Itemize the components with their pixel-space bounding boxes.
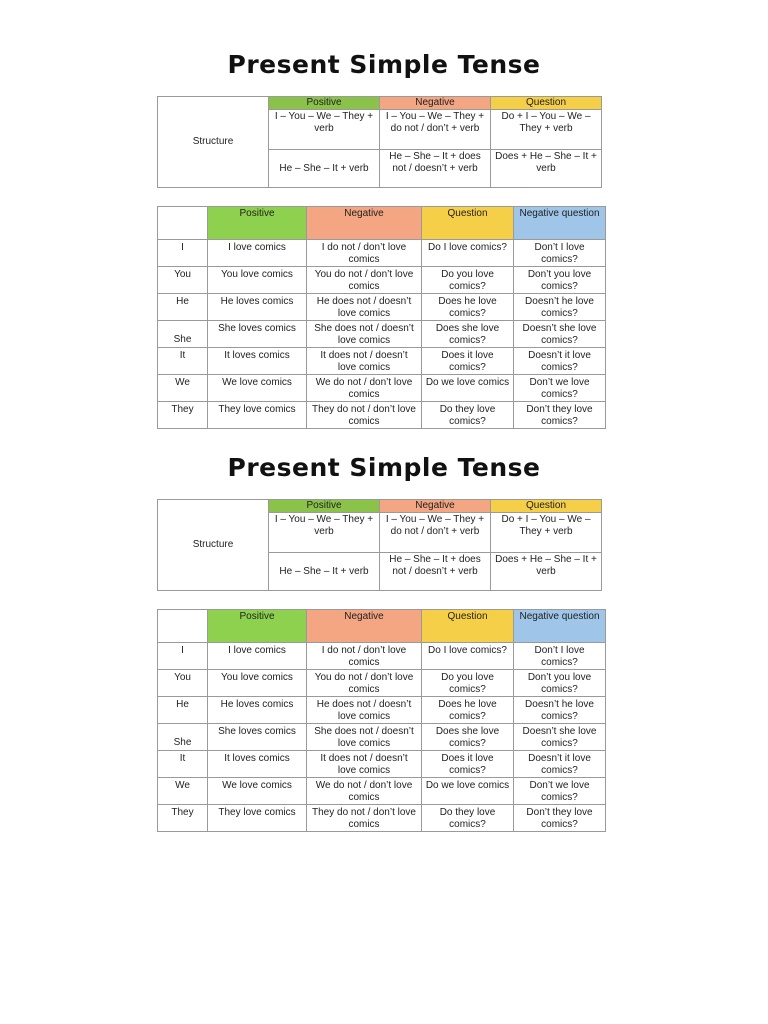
table-row: [158, 643, 606, 670]
table-cell: It loves comics: [208, 348, 307, 375]
table-cell: Does he love comics?: [422, 697, 514, 724]
table-cell: She does not / doesn’t love comics: [307, 321, 422, 348]
table-cell: We do not / don’t love comics: [307, 778, 422, 805]
structure-table: [157, 499, 602, 591]
table-cell: I love comics: [208, 240, 307, 267]
table-cell: Don’t I love comics?: [514, 240, 606, 267]
structure-header-negative: Negative: [380, 500, 491, 513]
table-row: [158, 348, 606, 375]
header-question: Question: [422, 610, 514, 643]
table-cell: Don’t they love comics?: [514, 805, 606, 832]
table-cell: Do you love comics?: [422, 267, 514, 294]
structure-cell: I – You – We – They + do not / don’t + verb: [380, 110, 491, 150]
table-cell: You do not / don’t love comics: [307, 670, 422, 697]
table-row: [158, 321, 606, 348]
table-row: [158, 697, 606, 724]
structure-header-negative: Negative: [380, 97, 491, 110]
table-cell: Do I love comics?: [422, 240, 514, 267]
table-cell: Does she love comics?: [422, 724, 514, 751]
worksheet-block-1: [0, 0, 768, 427]
pronoun-cell: I: [158, 643, 208, 670]
table-cell: I do not / don’t love comics: [307, 643, 422, 670]
pronoun-cell: He: [158, 697, 208, 724]
table-cell: Do we love comics: [422, 375, 514, 402]
table-cell: Does he love comics?: [422, 294, 514, 321]
structure-cell: Do + I – You – We – They + verb: [491, 513, 602, 553]
structure-cell: Does + He – She – It + verb: [491, 553, 602, 591]
pronoun-cell: I: [158, 240, 208, 267]
conjugation-table: [157, 609, 606, 832]
table-cell: Does it love comics?: [422, 751, 514, 778]
table-cell: Don’t we love comics?: [514, 778, 606, 805]
table-cell: We love comics: [208, 778, 307, 805]
pronoun-cell: They: [158, 805, 208, 832]
page-title: Present Simple Tense: [227, 50, 541, 79]
table-cell: He loves comics: [208, 294, 307, 321]
pronoun-cell: They: [158, 402, 208, 429]
table-cell: They love comics: [208, 805, 307, 832]
table-cell: She does not / doesn’t love comics: [307, 724, 422, 751]
table-cell: You love comics: [208, 670, 307, 697]
table-row: [158, 294, 606, 321]
table-cell: I do not / don’t love comics: [307, 240, 422, 267]
pronoun-cell: It: [158, 348, 208, 375]
header-question: Question: [422, 207, 514, 240]
structure-cell: He – She – It + verb: [269, 553, 380, 591]
table-cell: Doesn’t he love comics?: [514, 697, 606, 724]
structure-cell: He – She – It + does not / doesn’t + verb: [380, 553, 491, 591]
table-cell: He loves comics: [208, 697, 307, 724]
table-cell: She loves comics: [208, 724, 307, 751]
table-cell: Don’t you love comics?: [514, 267, 606, 294]
table-cell: Doesn’t it love comics?: [514, 751, 606, 778]
corner-cell: [158, 610, 208, 643]
structure-cell: He – She – It + verb: [269, 150, 380, 188]
structure-cell: He – She – It + does not / doesn’t + verb: [380, 150, 491, 188]
pronoun-cell: She: [158, 321, 208, 348]
structure-table: [157, 96, 602, 188]
pronoun-cell: It: [158, 751, 208, 778]
table-cell: They love comics: [208, 402, 307, 429]
conjugation-table: [157, 206, 606, 429]
table-cell: Do you love comics?: [422, 670, 514, 697]
table-cell: Do I love comics?: [422, 643, 514, 670]
page-title: Present Simple Tense: [227, 453, 541, 482]
table-cell: It does not / doesn’t love comics: [307, 751, 422, 778]
table-row: [158, 670, 606, 697]
structure-header-positive: Positive: [269, 500, 380, 513]
structure-header-positive: Positive: [269, 97, 380, 110]
pronoun-cell: She: [158, 724, 208, 751]
table-cell: You do not / don’t love comics: [307, 267, 422, 294]
header-positive: Positive: [208, 207, 307, 240]
table-cell: She loves comics: [208, 321, 307, 348]
table-cell: Do they love comics?: [422, 402, 514, 429]
worksheet-block-2: [0, 403, 768, 830]
table-cell: Does she love comics?: [422, 321, 514, 348]
structure-row-label: Structure: [158, 97, 269, 188]
structure-cell: Do + I – You – We – They + verb: [491, 110, 602, 150]
pronoun-cell: You: [158, 670, 208, 697]
pronoun-cell: You: [158, 267, 208, 294]
table-cell: Does it love comics?: [422, 348, 514, 375]
table-cell: We love comics: [208, 375, 307, 402]
structure-cell: I – You – We – They + verb: [269, 110, 380, 150]
table-cell: Don’t we love comics?: [514, 375, 606, 402]
table-cell: You love comics: [208, 267, 307, 294]
structure-row-label: Structure: [158, 500, 269, 591]
structure-cell: Does + He – She – It + verb: [491, 150, 602, 188]
table-cell: Don’t I love comics?: [514, 643, 606, 670]
table-row: [158, 805, 606, 832]
structure-header-question: Question: [491, 500, 602, 513]
table-cell: He does not / doesn’t love comics: [307, 697, 422, 724]
table-row: [158, 724, 606, 751]
table-cell: It does not / doesn’t love comics: [307, 348, 422, 375]
table-cell: We do not / don’t love comics: [307, 375, 422, 402]
pronoun-cell: He: [158, 294, 208, 321]
table-cell: He does not / doesn’t love comics: [307, 294, 422, 321]
table-row: [158, 267, 606, 294]
table-cell: I love comics: [208, 643, 307, 670]
table-cell: Do we love comics: [422, 778, 514, 805]
header-negative: Negative: [307, 207, 422, 240]
header-negative-question: Negative question: [514, 207, 606, 240]
table-row: [158, 240, 606, 267]
table-row: [158, 778, 606, 805]
structure-header-question: Question: [491, 97, 602, 110]
header-negative: Negative: [307, 610, 422, 643]
corner-cell: [158, 207, 208, 240]
table-row: [158, 375, 606, 402]
structure-cell: I – You – We – They + verb: [269, 513, 380, 553]
table-cell: Don’t you love comics?: [514, 670, 606, 697]
table-cell: Do they love comics?: [422, 805, 514, 832]
table-cell: Doesn’t she love comics?: [514, 321, 606, 348]
table-cell: Doesn’t he love comics?: [514, 294, 606, 321]
table-cell: They do not / don’t love comics: [307, 805, 422, 832]
table-cell: Doesn’t it love comics?: [514, 348, 606, 375]
table-cell: Don’t they love comics?: [514, 402, 606, 429]
table-cell: They do not / don’t love comics: [307, 402, 422, 429]
table-cell: It loves comics: [208, 751, 307, 778]
header-positive: Positive: [208, 610, 307, 643]
header-negative-question: Negative question: [514, 610, 606, 643]
table-cell: Doesn’t she love comics?: [514, 724, 606, 751]
pronoun-cell: We: [158, 778, 208, 805]
pronoun-cell: We: [158, 375, 208, 402]
structure-cell: I – You – We – They + do not / don’t + verb: [380, 513, 491, 553]
table-row: [158, 751, 606, 778]
